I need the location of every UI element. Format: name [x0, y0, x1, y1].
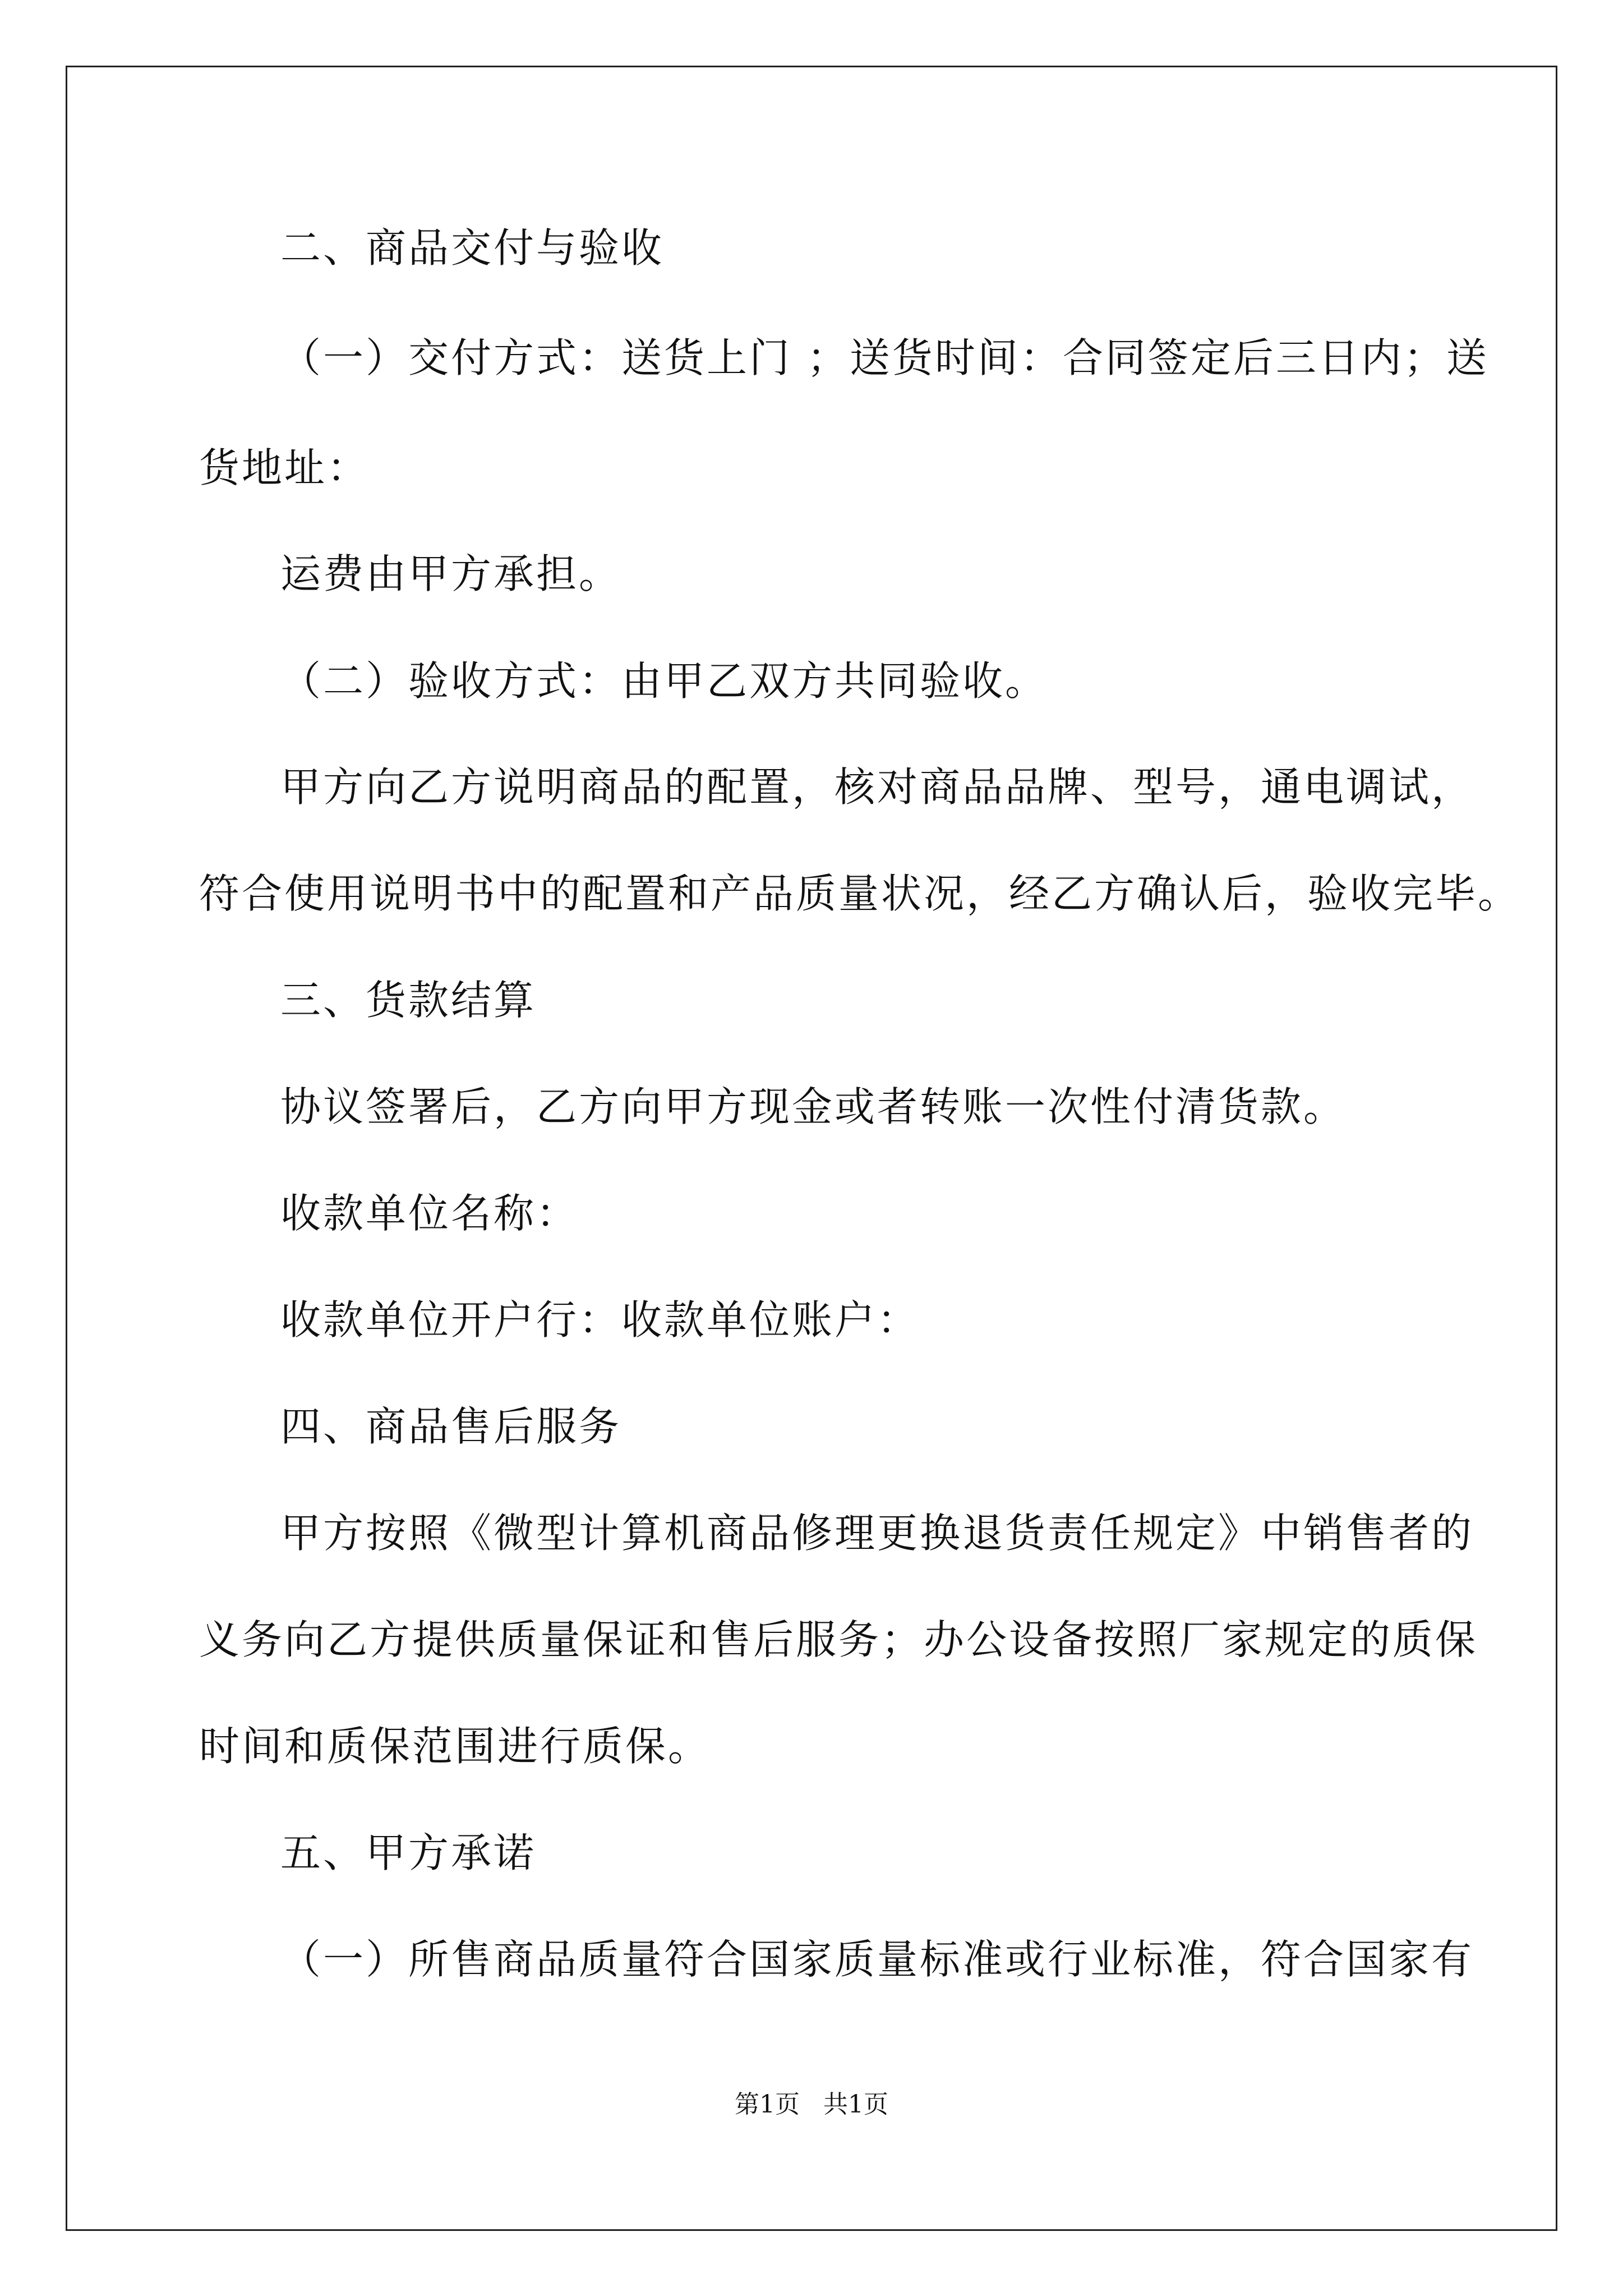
- page-border: [66, 66, 1557, 2231]
- paragraph-line: 符合使用说明书中的配置和产品质量状况，经乙方确认后，验收完毕。: [199, 870, 1521, 917]
- paragraph-line: （一）所售商品质量符合国家质量标准或行业标准，符合国家有: [280, 1936, 1474, 1983]
- paragraph-line: 收款单位开户行：收款单位账户：: [280, 1296, 920, 1343]
- heading-after-sales: 四、商品售后服务: [280, 1403, 622, 1450]
- paragraph-line: 协议签署后，乙方向甲方现金或者转账一次性付清货款。: [280, 1083, 1347, 1130]
- paragraph-line: 时间和质保范围进行质保。: [199, 1723, 711, 1770]
- paragraph-line: 收款单位名称：: [280, 1190, 579, 1237]
- heading-delivery-acceptance: 二、商品交付与验收: [280, 224, 665, 272]
- heading-party-a-commitment: 五、甲方承诺: [280, 1829, 537, 1876]
- paragraph-line: （一）交付方式：送货上门 ；送货时间：合同签定后三日内；送: [280, 334, 1489, 381]
- paragraph-line: （二）验收方式：由甲乙双方共同验收。: [280, 657, 1048, 705]
- paragraph-line: 甲方向乙方说明商品的配置，核对商品品牌、型号，通电调试，: [280, 763, 1474, 811]
- paragraph-line: 运费由甲方承担。: [280, 550, 622, 597]
- page-number-footer: 第1页 共1页: [735, 2090, 888, 2119]
- paragraph-line: 义务向乙方提供质量保证和售后服务；办公设备按照厂家规定的质保: [199, 1616, 1478, 1663]
- heading-payment: 三、货款结算: [280, 977, 537, 1024]
- paragraph-line: 甲方按照《微型计算机商品修理更换退货责任规定》中销售者的: [280, 1510, 1474, 1557]
- paragraph-line: 货地址：: [199, 444, 370, 491]
